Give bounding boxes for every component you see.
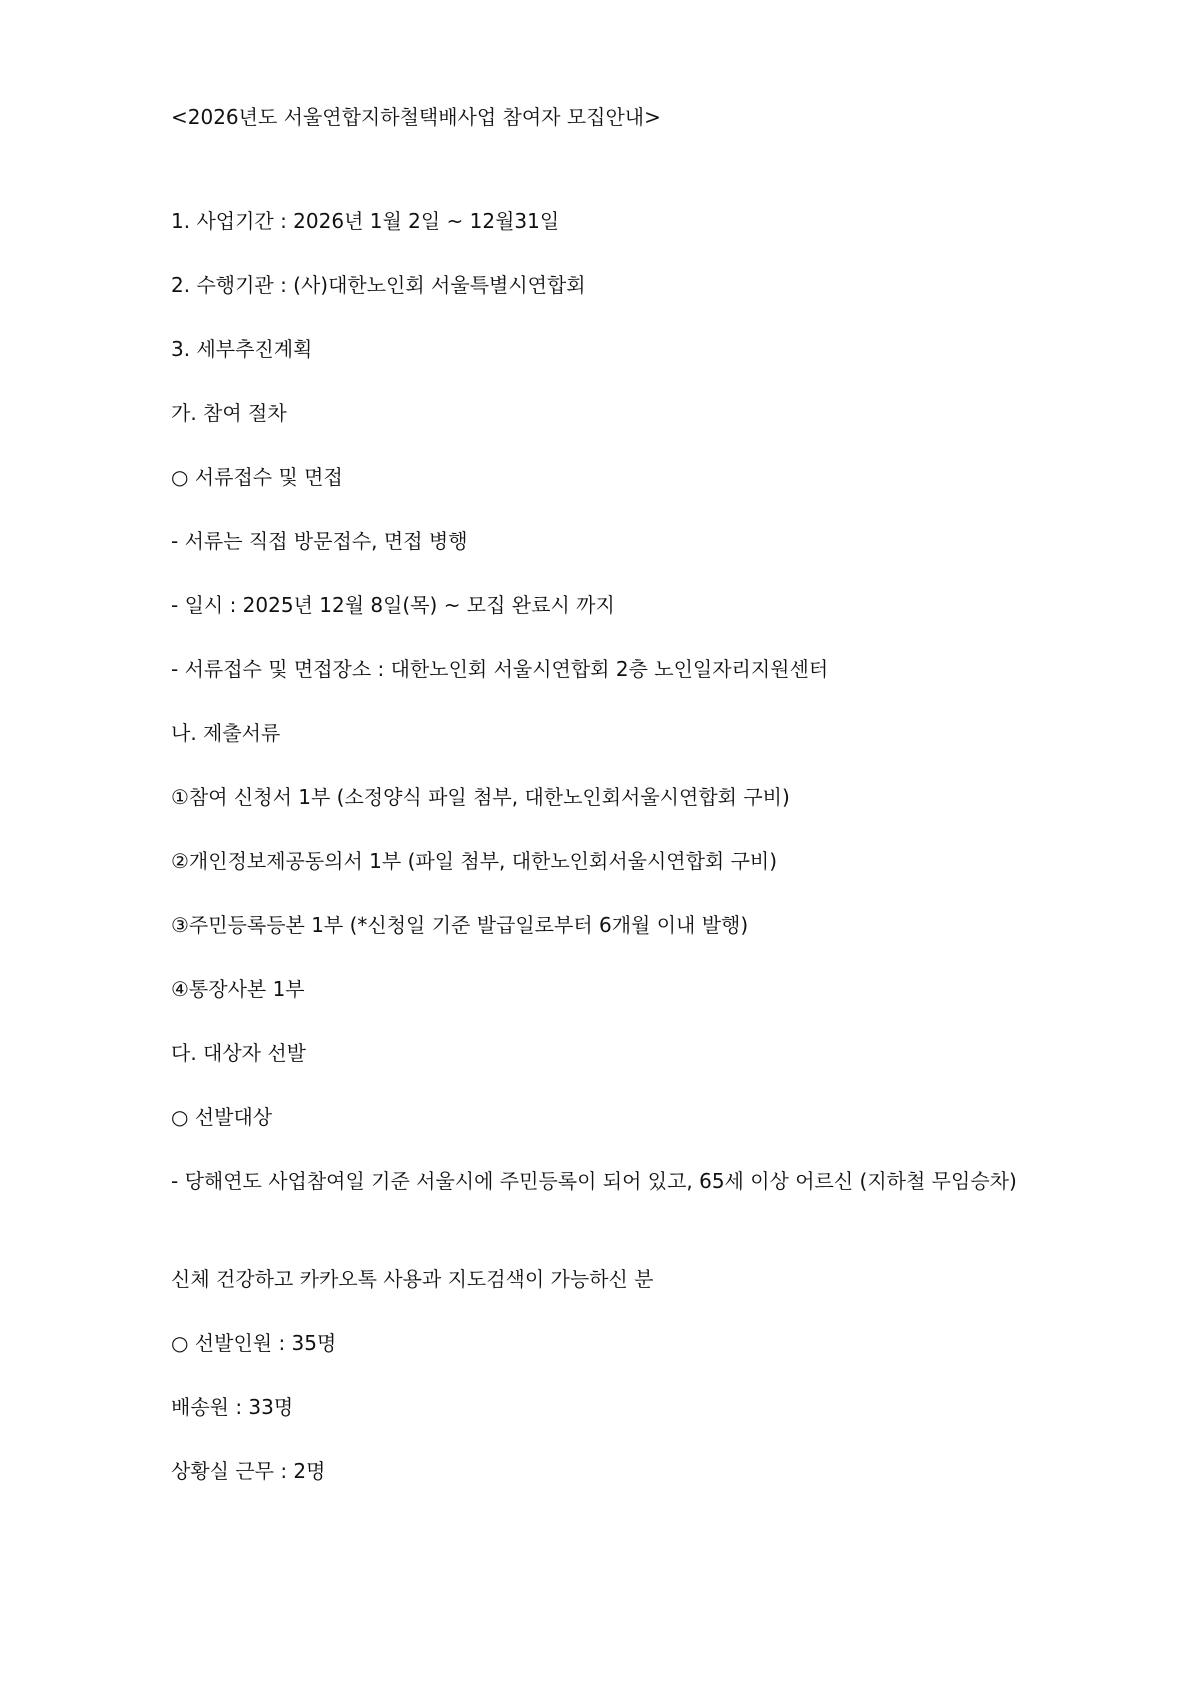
headcount-control-room: 상황실 근무 : 2명: [171, 1459, 326, 1483]
subsection-selection: 다. 대상자 선발: [171, 1041, 306, 1065]
headcount-delivery: 배송원 : 33명: [171, 1395, 294, 1419]
section-detailed-plan: 3. 세부추진계획: [171, 337, 313, 361]
organization-line: 2. 수행기관 : (사)대한노인회 서울특별시연합회: [171, 273, 586, 297]
procedure-detail-visit: - 서류는 직접 방문접수, 면접 병행: [171, 529, 468, 553]
selection-target-health: 신체 건강하고 카카오톡 사용과 지도검색이 가능하신 분: [171, 1267, 654, 1291]
subsection-procedure: 가. 참여 절차: [171, 401, 287, 425]
selection-headcount: ○ 선발인원 : 35명: [171, 1331, 337, 1355]
document-title: <2026년도 서울연합지하철택배사업 참여자 모집안내>: [171, 105, 661, 129]
procedure-detail-date: - 일시 : 2025년 12월 8일(목) ~ 모집 완료시 까지: [171, 593, 615, 617]
procedure-detail-location: - 서류접수 및 면접장소 : 대한노인회 서울시연합회 2층 노인일자리지원센터: [171, 657, 829, 681]
project-period-line: 1. 사업기간 : 2026년 1월 2일 ~ 12월31일: [171, 209, 560, 233]
required-document-application: ①참여 신청서 1부 (소정양식 파일 첨부, 대한노인회서울시연합회 구비): [171, 785, 790, 809]
required-document-consent: ②개인정보제공동의서 1부 (파일 첨부, 대한노인회서울시연합회 구비): [171, 849, 778, 873]
selection-target-heading: ○ 선발대상: [171, 1105, 273, 1129]
required-document-bankbook: ④통장사본 1부: [171, 977, 305, 1001]
required-document-resident-registration: ③주민등록등본 1부 (*신청일 기준 발급일로부터 6개월 이내 발행): [171, 913, 749, 937]
subsection-required-documents: 나. 제출서류: [171, 721, 281, 745]
selection-target-eligibility: - 당해연도 사업참여일 기준 서울시에 주민등록이 되어 있고, 65세 이상 어르신 (지하철 무임승차): [171, 1169, 1017, 1193]
procedure-item-documents-interview: ○ 서류접수 및 면접: [171, 465, 343, 489]
